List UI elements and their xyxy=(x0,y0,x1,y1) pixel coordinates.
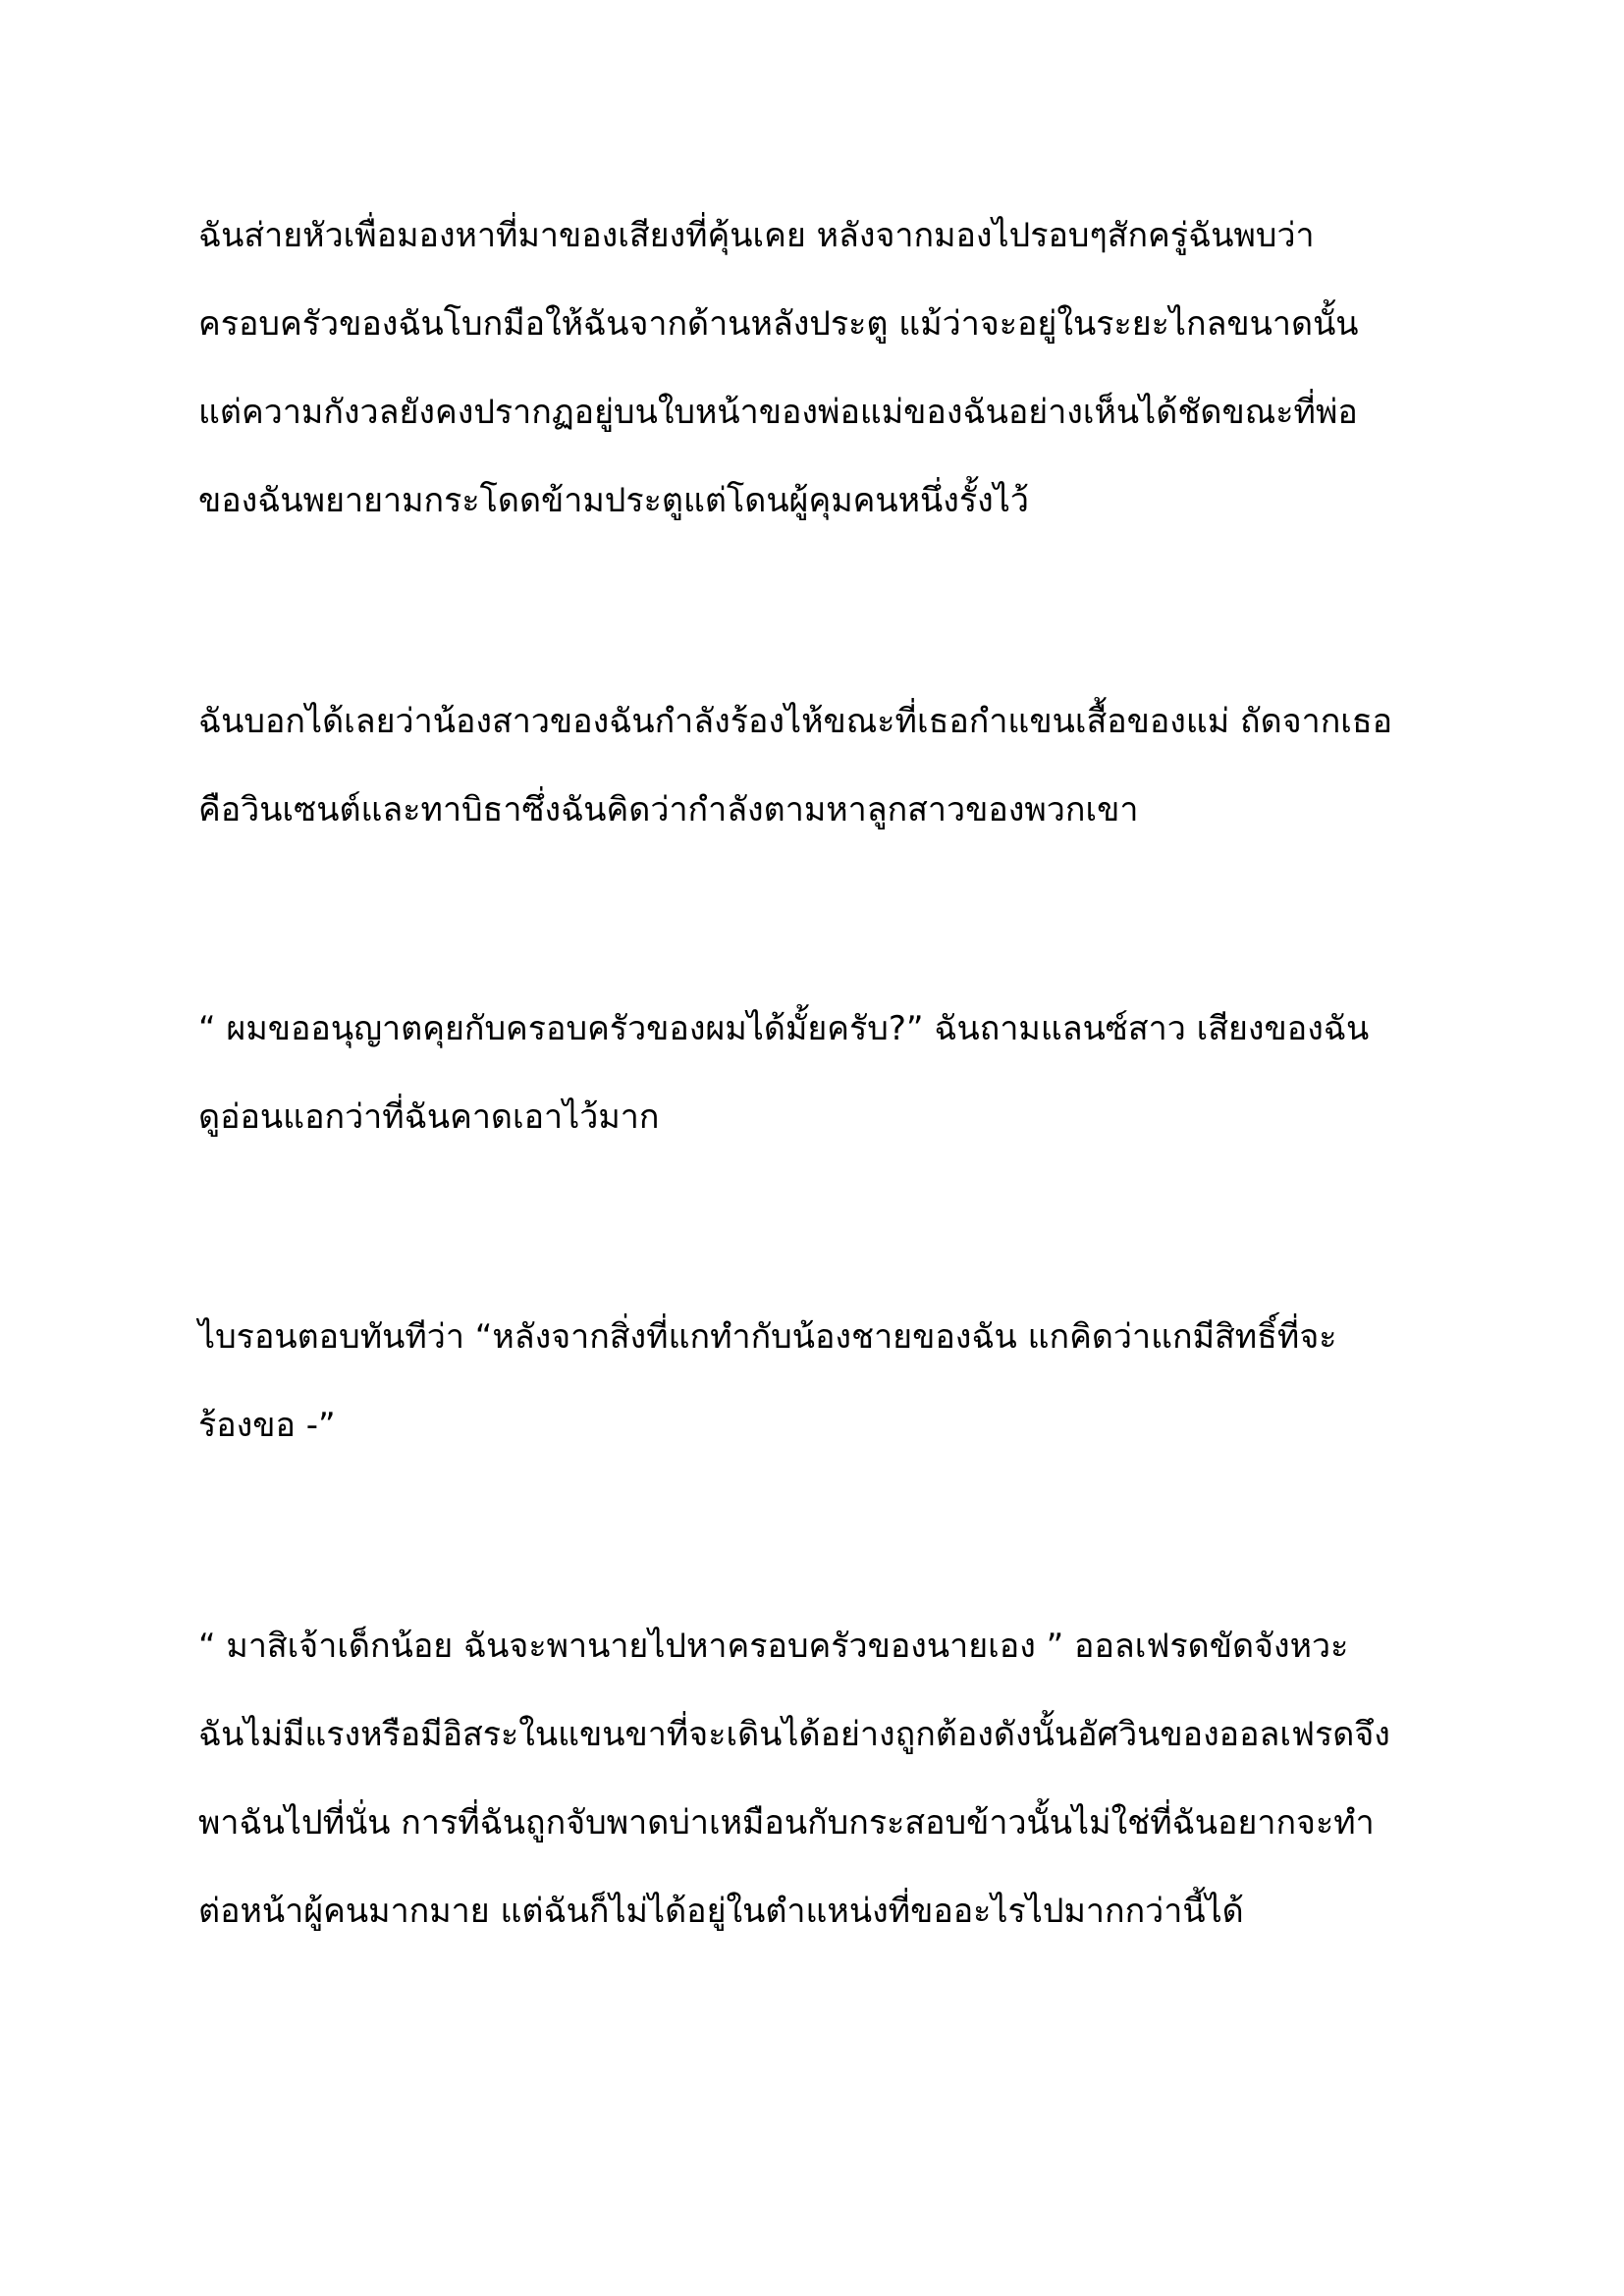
paragraph-line: ดูอ่อนแอกว่าที่ฉันคาดเอาไว้มาก xyxy=(198,1097,660,1137)
paragraph-line: ฉันบอกได้เลยว่าน้องสาวของฉันกำลังร้องไห้ขณะที่เธอกำแขนเสื้อของแม่ ถัดจากเธอ xyxy=(198,702,1393,741)
paragraph-line: ต่อหน้าผู้คนมากมาย แต่ฉันก็ไม่ได้อยู่ในตำแหน่งที่ขออะไรไปมากกว่านี้ได้ xyxy=(198,1892,1244,1931)
paragraph-line: ฉันไม่มีแรงหรือมีอิสระในแขนขาที่จะเดินได้อย่างถูกต้องดังนั้นอัศวินของออลเฟรดจึง xyxy=(198,1715,1390,1754)
paragraph-line: ไบรอนตอบทันทีว่า “หลังจากสิ่งที่แกทำกับน้องชายของฉัน แกคิดว่าแกมีสิทธิ์ที่จะ xyxy=(198,1317,1337,1357)
paragraph-line: แต่ความกังวลยังคงปรากฏอยู่บนใบหน้าของพ่อแม่ของฉันอย่างเห็นได้ชัดขณะที่พ่อ xyxy=(198,393,1358,432)
paragraph-line: ร้องขอ -” xyxy=(198,1406,336,1445)
paragraph-line: ของฉันพยายามกระโดดข้ามประตูแต่โดนผู้คุมคนหนึ่งรั้งไว้ xyxy=(198,481,1029,520)
paragraph-line: ฉันส่ายหัวเพื่อมองหาที่มาของเสียงที่คุ้นเคย หลังจากมองไปรอบๆสักครู่ฉันพบว่า xyxy=(198,216,1315,255)
paragraph-line: “ มาสิเจ้าเด็กน้อย ฉันจะพานายไปหาครอบครัวของนายเอง ” ออลเฟรดขัดจังหวะ xyxy=(198,1627,1349,1666)
paragraph-line: “ ผมขออนุญาตคุยกับครอบครัวของผมได้มั้ยครับ?” ฉันถามแลนซ์สาว เสียงของฉัน xyxy=(198,1009,1370,1048)
paragraph-line: ครอบครัวของฉันโบกมือให้ฉันจากด้านหลังประตู แม้ว่าจะอยู่ในระยะไกลขนาดนั้น xyxy=(198,304,1359,344)
paragraph-line: พาฉันไปที่นั่น การที่ฉันถูกจับพาดบ่าเหมือนกับกระสอบข้าวนั้นไม่ใช่ที่ฉันอยากจะทำ xyxy=(198,1803,1375,1842)
paragraph-line: คือวินเซนต์และทาบิธาซึ่งฉันคิดว่ากำลังตามหาลูกสาวของพวกเขา xyxy=(198,790,1139,829)
